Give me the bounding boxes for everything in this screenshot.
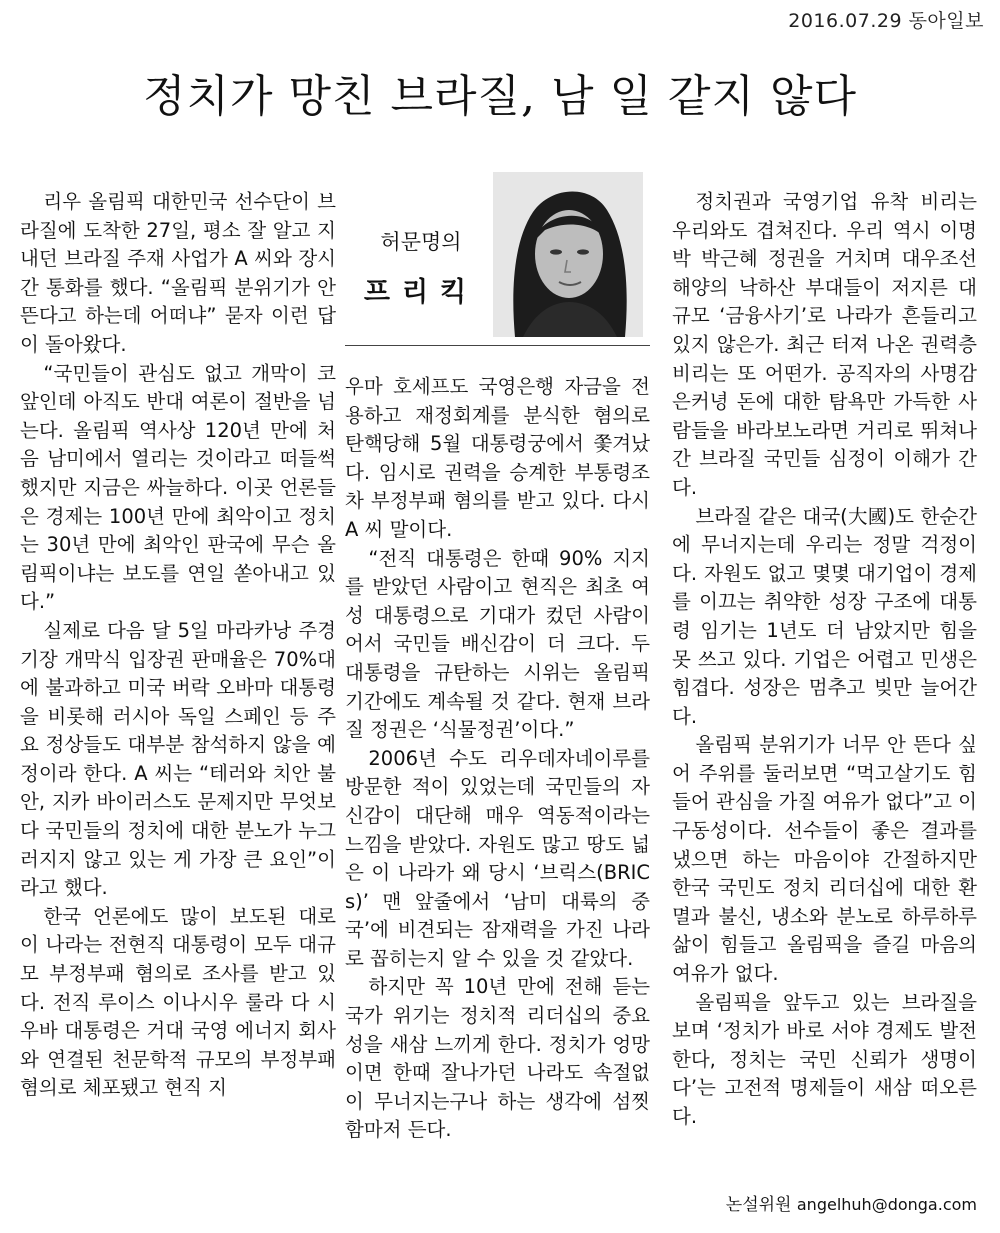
headline: 정치가 망친 브라질, 남 일 같지 않다 xyxy=(143,71,857,122)
article-column-1 xyxy=(20,188,336,1103)
column-name: 프리킥 xyxy=(363,277,479,308)
paragraph: 올림픽 분위기가 너무 안 뜬다 싶어 주위를 둘러보면 “먹고살기도 힘들어 관심을 가질 여유가 없다”고 이구동성이다. 선수들이 좋은 결과를 냈으면 하는 마음이야 간절하지만 한국 국민도 정치 리더십에 대한 환멸과 불신, 냉소와 분노로 하루하루 삶이 힘들고 올림픽을 즐길 마음의 여유가 없다. xyxy=(672,733,977,986)
paragraph: 한국 언론에도 많이 보도된 대로 이 나라는 전현직 대통령이 모두 대규모 부정부패 혐의로 조사를 받고 있다. 전직 루이스 이나시우 룰라 다 시우바 대통령은 거대 국영 에너지 회사와 연결된 천문학적 규모의 부정부패 혐의로 체포됐고 현직 지 xyxy=(20,904,336,1100)
article-column-3 xyxy=(672,188,977,1132)
column-label xyxy=(363,226,479,309)
paragraph: 2006년 수도 리우데자네이루를 방문한 적이 있었는데 국민들의 자신감이 대단해 매우 역동적이라는 느낌을 받았다. 자원도 많고 땅도 넓은 이 나라가 왜 당시 ‘브릭스(BRICs)’ 맨 앞줄에서 ‘남미 대륙의 중국’에 비견되는 잠재력을 가진 나라로 꼽히는지 알 수 있을 것 같았다. xyxy=(345,746,650,970)
paragraph: 정치권과 국영기업 유착 비리는 우리와도 겹쳐진다. 우리 역시 이명박 박근혜 정권을 거치며 대우조선해양의 낙하산 부대들이 저지른 대규모 ‘금융사기’로 나라가 흔들리고 있지 않은가. 최근 터져 나온 권력층 비리는 또 어떤가. 공직자의 사명감은커녕 돈에 대한 탐욕만 가득한 사람들을 바라보노라면 거리로 뛰쳐나간 브라질 국민들 심정이 이해가 간다. xyxy=(672,190,977,499)
column-header-box xyxy=(345,160,650,346)
dateline: 2016.07.29 동아일보 xyxy=(788,10,984,32)
paragraph: 리우 올림픽 대한민국 선수단이 브라질에 도착한 27일, 평소 잘 알고 지내던 브라질 주재 사업가 A 씨와 장시간 통화를 했다. “올림픽 분위기가 안 뜬다고 하는데 어떠냐” 묻자 이런 답이 돌아왔다. xyxy=(20,190,336,356)
byline-title: 논설위원 xyxy=(725,1195,792,1215)
column-author: 허문명의 xyxy=(380,230,462,254)
paragraph: “국민들이 관심도 없고 개막이 코앞인데 아직도 반대 여론이 절반을 넘는다. 올림픽 역사상 120년 만에 처음 남미에서 열리는 것이라고 떠들썩했지만 지금은 싸늘하다. 이곳 언론들은 경제는 100년 만에 최악이고 정치는 30년 만에 최악인 판국에 무슨 올림픽이냐는 보도를 연일 쏟아내고 있다.” xyxy=(20,361,336,614)
author-portrait xyxy=(493,172,643,337)
paragraph: 올림픽을 앞두고 있는 브라질을 보며 ‘정치가 바로 서야 경제도 발전한다, 정치는 국민 신뢰가 생명이다’는 고전적 명제들이 새삼 떠오른다. xyxy=(672,990,977,1128)
paragraph: 브라질 같은 대국(大國)도 한순간에 무너지는데 우리는 정말 걱정이다. 자원도 없고 몇몇 대기업이 경제를 이끄는 취약한 성장 구조에 대통령 임기는 1년도 더 남았지만 힘을 못 쓰고 있다. 기업은 어렵고 민생은 힘겹다. 성장은 멈추고 빚만 늘어간다. xyxy=(672,504,977,728)
byline xyxy=(672,1190,977,1215)
paragraph: 실제로 다음 달 5일 마라카낭 주경기장 개막식 입장권 판매율은 70%대에 불과하고 미국 버락 오바마 대통령을 비롯해 러시아 독일 스페인 등 주요 정상들도 대부분 참석하지 않을 예정이라 한다. A 씨는 “테러와 치안 불안, 지카 바이러스도 문제지만 무엇보다 국민들의 정치에 대한 분노가 누그러지지 않고 있는 게 가장 큰 요인”이라고 했다. xyxy=(20,618,336,900)
paragraph: 우마 호세프도 국영은행 자금을 전용하고 재정회계를 분식한 혐의로 탄핵당해 5월 대통령궁에서 쫓겨났다. 임시로 권력을 승계한 부통령조차 부정부패 혐의를 받고 있다. 다시 A 씨 말이다. xyxy=(345,375,650,541)
paragraph: 하지만 꼭 10년 만에 전해 듣는 국가 위기는 정치적 리더십의 중요성을 새삼 느끼게 한다. 정치가 엉망이면 한때 잘나가던 나라도 속절없이 무너지는구나 하는 생각에 섬찟함마저 든다. xyxy=(345,975,650,1142)
portrait-image xyxy=(493,172,643,337)
paragraph: “전직 대통령은 한때 90% 지지를 받았던 사람이고 현직은 최초 여성 대통령으로 기대가 컸던 사람이어서 국민들 배신감이 더 크다. 두 대통령을 규탄하는 시위는 올림픽 기간에도 계속될 것 같다. 현재 브라질 정권은 ‘식물정권’이다.” xyxy=(345,546,650,742)
byline-email: angelhuh@donga.com xyxy=(796,1195,977,1214)
article-column-2 xyxy=(345,373,650,1145)
